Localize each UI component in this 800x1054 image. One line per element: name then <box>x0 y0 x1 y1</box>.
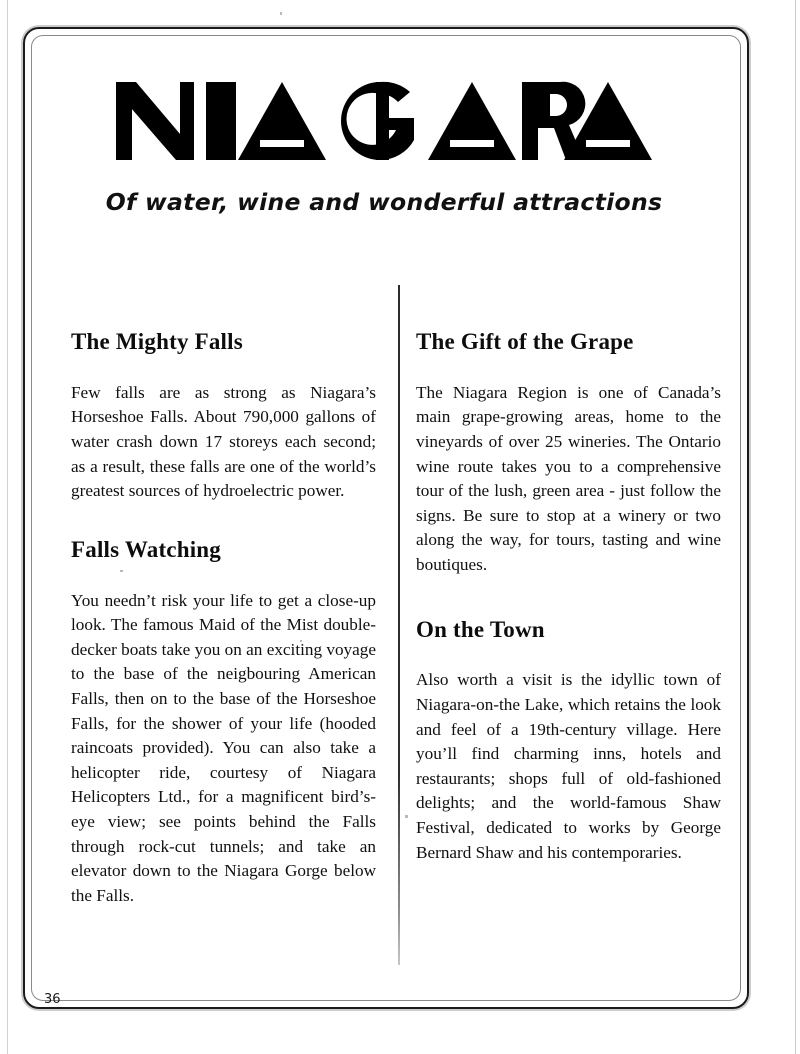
section-spacer <box>71 504 376 538</box>
tagline: Of water, wine and wonderful attractions <box>105 188 663 216</box>
column-right <box>416 330 721 865</box>
section-body-the-mighty-falls: Few falls are as strong as Niagara’s Horseshoe Falls. About 790,000 gallons of water crash down 17 storeys each second; as a result, these falls are one of the world’s greatest sources of hydroelectric power. <box>71 382 376 501</box>
section-spacer <box>416 578 721 618</box>
section-heading-falls-watching: Falls Watching <box>71 536 221 562</box>
niagara-wordmark-logo <box>114 78 654 164</box>
section-body-on-the-town: Also worth a visit is the idyllic town of Niagara-on-the Lake, which retains the look and feel of a 19th-century village. Here you’ll find charming inns, hotels and restaurants; shops full of old-fashioned delights; and the world-famous Shaw Festival, dedicated to works by George Bernard Shaw and his contemporaries. <box>416 670 721 862</box>
section-heading-on-the-town: On the Town <box>416 616 545 642</box>
section-body-falls-watching: You needn’t risk your life to get a close-up look. The famous Maid of the Mist double-decker boats take you on an exciting voyage to the base of the neigbouring American Falls, then on to the base of the Horseshoe Falls, for the shower of your life (hooded raincoats provided). You can also take a helicopter ride, courtesy of Niagara Helicopters Ltd., for a magnificent bird’s-eye view; see points behind the Falls through rock-cut tunnels; and take an elevator down to the Niagara Gorge below the Falls. <box>71 590 376 905</box>
section-heading-the-mighty-falls: The Mighty Falls <box>71 329 243 354</box>
section-body-the-gift-of-the-grape: The Niagara Region is one of Canada’s main grape-growing areas, home to the vineyards of over 25 wineries. The Ontario wine route takes you to a comprehensive tour of the lush, green area - just follow the signs. Be sure to stop at a winery or two along the way, for tours, tasting and wine boutiques. <box>416 382 721 574</box>
masthead <box>23 78 745 216</box>
section-heading-the-gift-of-the-grape: The Gift of the Grape <box>416 329 634 354</box>
column-left <box>71 330 376 908</box>
scan-speck <box>280 12 282 15</box>
page-number: 36 <box>44 992 61 1007</box>
article-columns <box>23 330 745 970</box>
scan-artifact-right-edge <box>795 0 796 1054</box>
scan-artifact-left-edge <box>7 0 8 1054</box>
